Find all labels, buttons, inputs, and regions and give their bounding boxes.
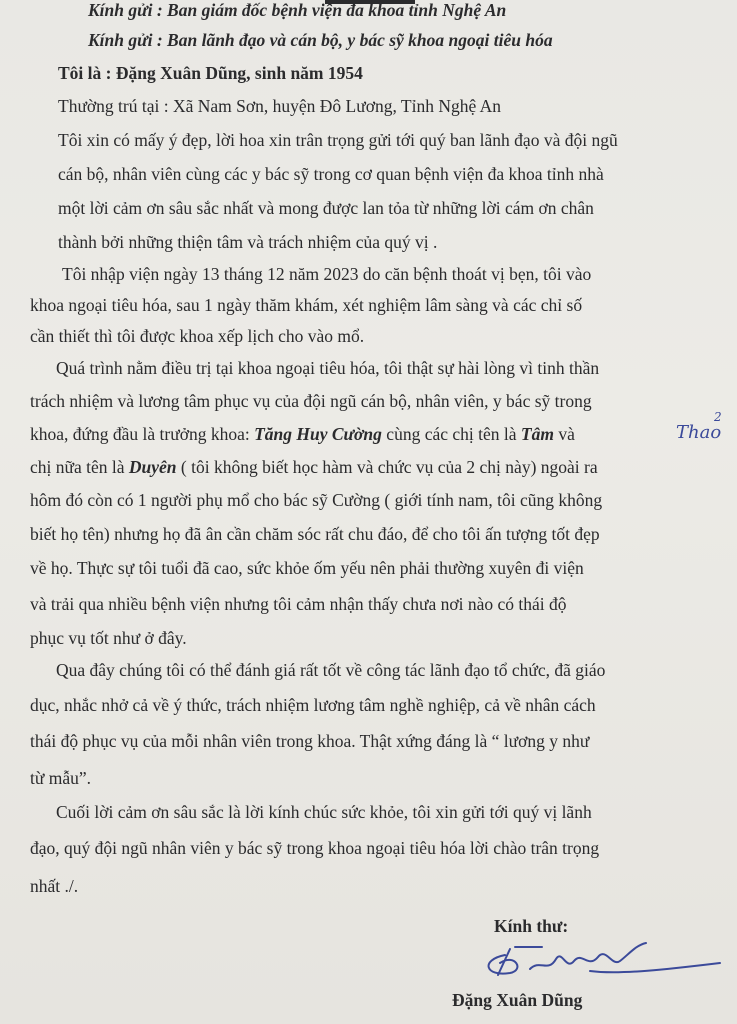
p3-line-1: Quá trình nằm điều trị tại khoa ngoại tiêu hóa, tôi thật sự hài lòng vì tinh thần (56, 358, 600, 378)
p3-line-3-text-a: khoa, đứng đầu là trưởng khoa: (30, 424, 255, 444)
p2-line-1: Tôi nhập viện ngày 13 tháng 12 năm 2023 do căn bệnh thoát vị bẹn, tôi vào (62, 264, 592, 284)
p1-line-3: một lời cảm ơn sâu sắc nhất và mong được lan tỏa từ những lời cám ơn chân (58, 198, 594, 218)
p3-line-3 (30, 424, 575, 444)
nurse-name-duyen: Duyên (128, 457, 177, 477)
p3-line-6: biết họ tên) nhưng họ đã ân cần chăm sóc rất chu đáo, để cho tôi ấn tượng tốt đẹp (30, 524, 600, 544)
p3-line-3-text-c: và (553, 424, 575, 444)
p2-line-3: cần thiết thì tôi được khoa xếp lịch cho vào mổ. (30, 326, 365, 346)
head-of-department-name: Tăng Huy Cường (254, 424, 382, 444)
p3-line-5: hôm đó còn có 1 người phụ mổ cho bác sỹ Cường ( giới tính nam, tôi cũng không (30, 490, 603, 510)
header-line-2: Kính gửi : Ban lãnh đạo và cán bộ, y bác sỹ khoa ngoại tiêu hóa (88, 30, 553, 50)
p1-line-2: cán bộ, nhân viên cùng các y bác sỹ trong cơ quan bệnh viện đa khoa tỉnh nhà (58, 164, 604, 184)
signer-name: Đặng Xuân Dũng (452, 990, 583, 1010)
p3-line-9: phục vụ tốt như ở đây. (30, 628, 187, 648)
p2-line-2: khoa ngoại tiêu hóa, sau 1 ngày thăm khám, xét nghiệm lâm sàng và các chỉ số (30, 295, 583, 315)
p5-line-2: đạo, quý đội ngũ nhân viên y bác sỹ trong khoa ngoại tiêu hóa lời chào trân trọng (30, 838, 600, 858)
p1-line-4: thành bởi những thiện tâm và trách nhiệm của quý vị . (58, 232, 438, 252)
nurse-name-tam: Tâm (520, 424, 554, 444)
p4-line-4: từ mẫu”. (30, 768, 91, 788)
p5-line-3: nhất ./. (30, 876, 79, 896)
intro-name: Tôi là : Đặng Xuân Dũng, sinh năm 1954 (58, 63, 363, 83)
p3-line-4-text-b: ( tôi không biết học hàm và chức vụ của 2 chị này) ngoài ra (176, 457, 598, 477)
p3-line-4-text-a: chị nữa tên là (30, 457, 129, 477)
handwritten-mark-2: 2 (714, 410, 722, 424)
p5-line-1: Cuối lời cảm ơn sâu sắc là lời kính chúc sức khỏe, tôi xin gửi tới quý vị lãnh (56, 802, 592, 822)
p3-line-4 (30, 457, 598, 477)
p3-line-7: về họ. Thực sự tôi tuổi đã cao, sức khỏe ốm yếu nên phải thường xuyên đi viện (30, 558, 584, 578)
p4-line-2: dục, nhắc nhở cả về ý thức, trách nhiệm lương tâm nghề nghiệp, cả về nhân cách (30, 695, 596, 715)
p3-line-8: và trải qua nhiều bệnh viện nhưng tôi cảm nhận thấy chưa nơi nào có thái độ (30, 594, 567, 614)
handwritten-name-thao: Thao (676, 422, 722, 443)
p1-line-1: Tôi xin có mấy ý đẹp, lời hoa xin trân trọng gửi tới quý ban lãnh đạo và đội ngũ (58, 130, 618, 150)
p4-line-3: thái độ phục vụ của mỗi nhân viên trong khoa. Thật xứng đáng là “ lương y như (30, 731, 590, 751)
handwritten-signature (470, 935, 725, 990)
header-line-1: Kính gửi : Ban giám đốc bệnh viện đa khoa tỉnh Nghệ An (88, 0, 507, 20)
closing-line: Kính thư: (494, 916, 569, 936)
p3-line-3-text-b: cùng các chị tên là (381, 424, 521, 444)
p3-line-2: trách nhiệm và lương tâm phục vụ của đội ngũ cán bộ, nhân viên, y bác sỹ trong (30, 391, 592, 411)
address-line: Thường trú tại : Xã Nam Sơn, huyện Đô Lương, Tỉnh Nghệ An (58, 96, 502, 116)
p4-line-1: Qua đây chúng tôi có thể đánh giá rất tốt về công tác lãnh đạo tổ chức, đã giáo (56, 660, 606, 680)
